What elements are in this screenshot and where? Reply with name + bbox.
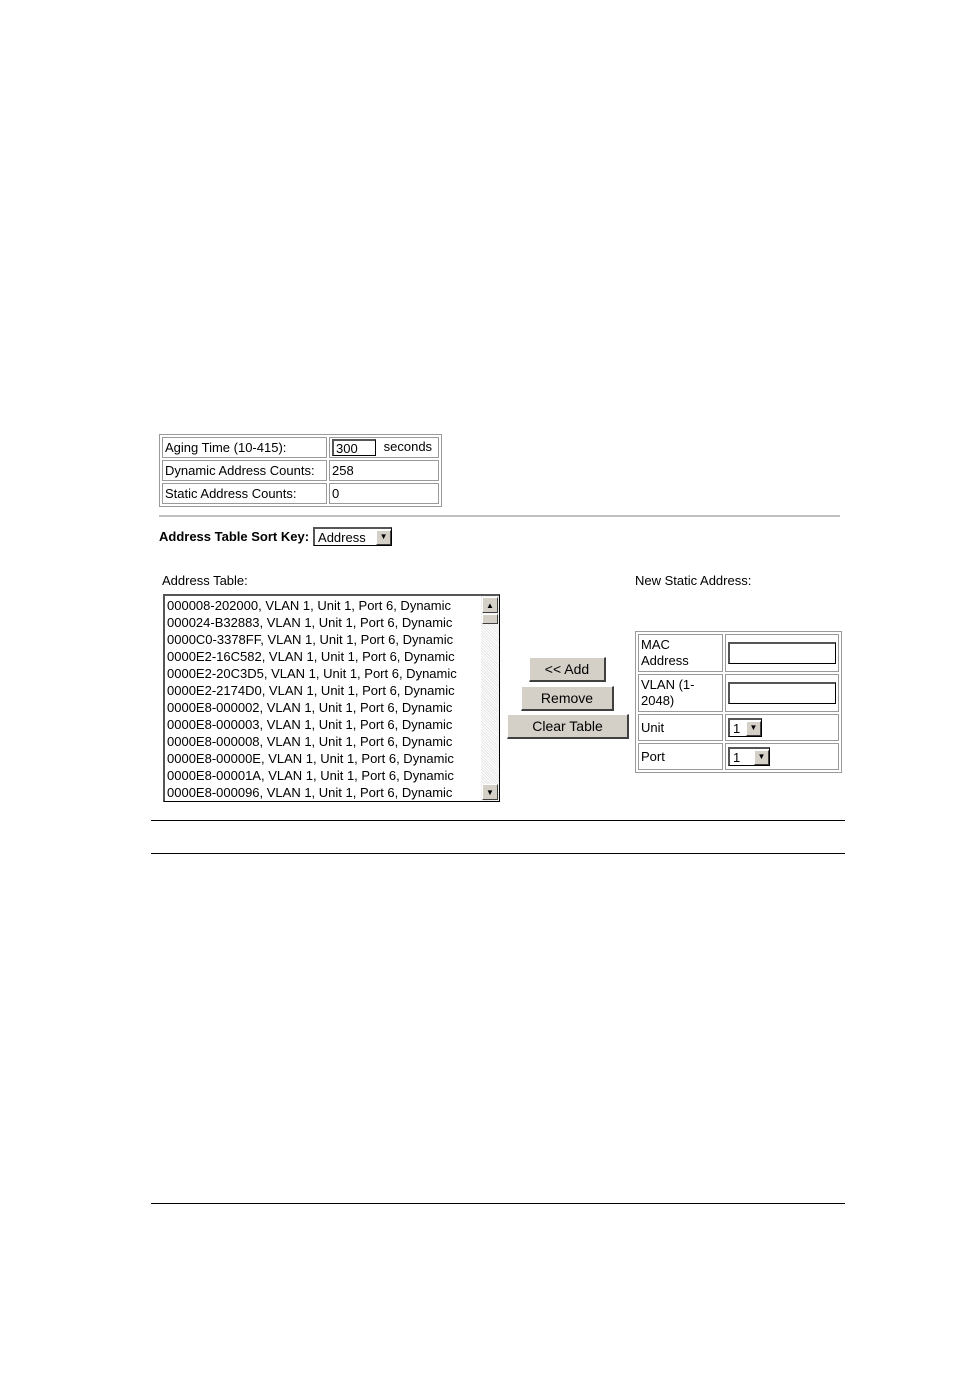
arrow-up-icon[interactable]: ▲ [482,597,498,613]
port-select[interactable] [728,747,770,766]
new-static-address-table [635,631,842,773]
port-label: Port [638,743,723,770]
mac-address-input[interactable] [728,642,836,664]
address-table-label: Address Table: [162,573,248,588]
clear-table-button[interactable]: Clear Table [507,714,629,739]
port-row [638,743,839,770]
sort-key-row [159,527,392,546]
list-item[interactable]: 0000C0-3378FF, VLAN 1, Unit 1, Port 6, Dynamic [167,632,454,647]
list-item[interactable]: 0000E2-2174D0, VLAN 1, Unit 1, Port 6, Dynamic [167,683,455,698]
list-item[interactable]: 0000E8-000008, VLAN 1, Unit 1, Port 6, Dynamic [167,734,453,749]
list-item[interactable]: 0000E8-000096, VLAN 1, Unit 1, Port 6, Dynamic [167,785,453,800]
unit-cell [725,714,839,741]
remove-button[interactable]: Remove [521,686,614,711]
aging-time-row [162,437,439,458]
dynamic-count-row [162,460,439,481]
unit-row [638,714,839,741]
list-item[interactable]: 000008-202000, VLAN 1, Unit 1, Port 6, Dynamic [167,598,451,613]
list-item[interactable]: 0000E8-00001A, VLAN 1, Unit 1, Port 6, Dynamic [167,768,454,783]
list-item[interactable]: 000024-B32883, VLAN 1, Unit 1, Port 6, Dynamic [167,615,453,630]
rule-line [151,1203,845,1204]
rule-line [151,853,845,854]
mac-address-row [638,634,839,672]
list-item[interactable]: 0000E2-16C582, VLAN 1, Unit 1, Port 6, Dynamic [167,649,455,664]
unit-value: 1 [733,720,741,736]
chevron-down-icon[interactable]: ▼ [746,721,761,736]
dynamic-count-label: Dynamic Address Counts: [162,460,327,481]
section-divider [159,515,840,517]
arrow-down-icon[interactable]: ▼ [482,784,498,800]
static-count-row [162,483,439,504]
unit-label: Unit [638,714,723,741]
vertical-scrollbar[interactable] [481,596,499,801]
aging-time-cell [329,437,439,458]
sort-key-label: Address Table Sort Key: [159,529,310,544]
list-item[interactable]: 0000E8-000002, VLAN 1, Unit 1, Port 6, Dynamic [167,700,453,715]
vlan-label: VLAN (1-2048) [638,674,723,712]
chevron-down-icon[interactable]: ▼ [376,530,391,545]
new-static-address-label: New Static Address: [635,573,752,588]
address-table-listbox[interactable] [163,594,500,802]
mac-address-label: MAC Address [638,634,723,672]
vlan-row [638,674,839,712]
sort-key-value: Address [318,529,366,545]
list-item[interactable]: 0000E8-00000E, VLAN 1, Unit 1, Port 6, Dynamic [167,751,454,766]
aging-time-input[interactable] [332,439,376,456]
port-cell [725,743,839,770]
port-value: 1 [733,749,741,765]
seconds-label: seconds [383,439,433,454]
scrollbar-thumb[interactable] [482,614,498,624]
address-list [167,597,479,801]
static-count-label: Static Address Counts: [162,483,327,504]
rule-line [151,820,845,821]
vlan-cell [725,674,839,712]
sort-key-select[interactable] [313,527,392,546]
aging-time-label: Aging Time (10-415): [162,437,327,458]
static-count-value: 0 [329,483,439,504]
add-button[interactable]: << Add [529,657,606,682]
address-settings-table [159,434,442,507]
dynamic-count-value: 258 [329,460,439,481]
list-item[interactable]: 0000E2-20C3D5, VLAN 1, Unit 1, Port 6, Dynamic [167,666,457,681]
chevron-down-icon[interactable]: ▼ [754,750,769,765]
mac-address-cell [725,634,839,672]
vlan-input[interactable] [728,682,836,704]
unit-select[interactable] [728,718,762,737]
list-item[interactable]: 0000E8-000003, VLAN 1, Unit 1, Port 6, Dynamic [167,717,453,732]
